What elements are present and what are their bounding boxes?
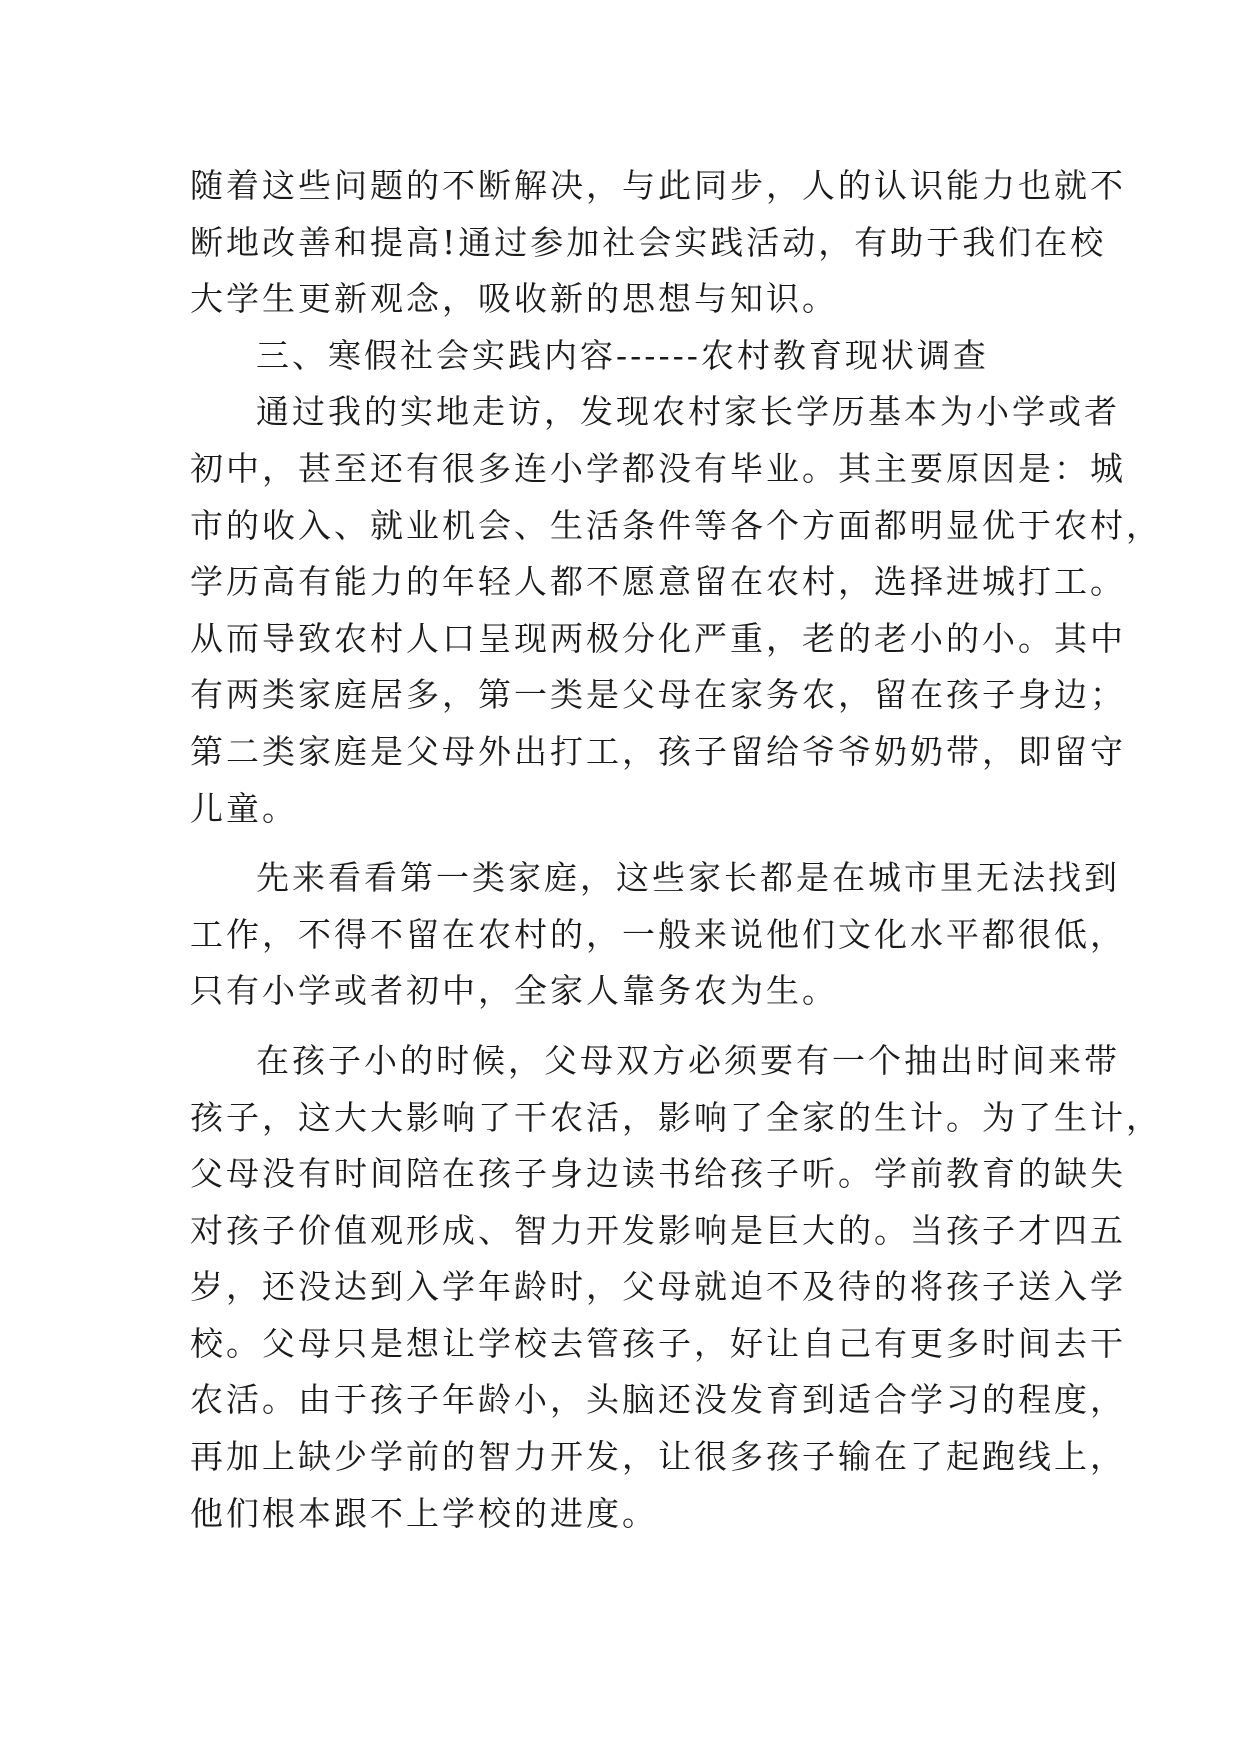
text-line-10: 有两类家庭居多，第一类是父母在家务农，留在孩子身边；: [190, 675, 1126, 715]
text-line-5: 通过我的实地走访，发现农村家长学历基本为小学或者: [256, 392, 1120, 432]
text-line-14: 工作，不得不留在农村的，一般来说他们文化水平都很低，: [190, 914, 1126, 954]
text-line-16: 在孩子小的时候，父母双方必须要有一个抽出时间来带: [256, 1040, 1120, 1080]
text-line-22: 农活。由于孩子年龄小，头脑还没发育到适合学习的程度，: [190, 1380, 1126, 1420]
text-line-3: 大学生更新观念，吸收新的思想与知识。: [190, 279, 838, 319]
text-line-8: 学历高有能力的年轻人都不愿意留在农村，选择进城打工。: [190, 562, 1126, 602]
text-line-6: 初中，甚至还有很多连小学都没有毕业。其主要原因是：城: [190, 448, 1126, 488]
text-line-21: 校。父母只是想让学校去管孩子，好让自己有更多时间去干: [190, 1323, 1126, 1363]
section-heading: 三、寒假社会实践内容------农村教育现状调查: [256, 335, 989, 375]
text-line-11: 第二类家庭是父母外出打工，孩子留给爷爷奶奶带，即留守: [190, 731, 1126, 771]
text-line-20: 岁，还没达到入学年龄时，父母就迫不及待的将孩子送入学: [190, 1267, 1126, 1307]
text-line-24: 他们根本跟不上学校的进度。: [190, 1493, 658, 1533]
text-line-1: 随着这些问题的不断解决，与此同步，人的认识能力也就不: [190, 166, 1126, 205]
text-line-18: 父母没有时间陪在孩子身边读书给孩子听。学前教育的缺失: [190, 1154, 1126, 1194]
text-line-2: 断地改善和提高!通过参加社会实践活动，有助于我们在校: [190, 222, 1107, 262]
paragraph-gap: [190, 837, 1065, 850]
text-line-23: 再加上缺少学前的智力开发，让很多孩子输在了起跑线上，: [190, 1437, 1126, 1477]
text-line-17: 孩子，这大大影响了干农活，影响了全家的生计。为了生计，: [190, 1097, 1162, 1137]
text-line-12: 儿童。: [190, 788, 298, 828]
text-line-19: 对孩子价值观形成、智力开发影响是巨大的。当孩子才四五: [190, 1210, 1126, 1250]
paragraph-gap: [190, 1020, 1065, 1033]
document-body: [190, 158, 1162, 1542]
text-line-15: 只有小学或者初中，全家人靠务农为生。: [190, 971, 838, 1011]
text-line-7: 市的收入、就业机会、生活条件等各个方面都明显优于农村，: [190, 505, 1162, 545]
text-line-13: 先来看看第一类家庭，这些家长都是在城市里无法找到: [256, 858, 1120, 898]
text-line-9: 从而导致农村人口呈现两极分化严重，老的老小的小。其中: [190, 618, 1126, 658]
